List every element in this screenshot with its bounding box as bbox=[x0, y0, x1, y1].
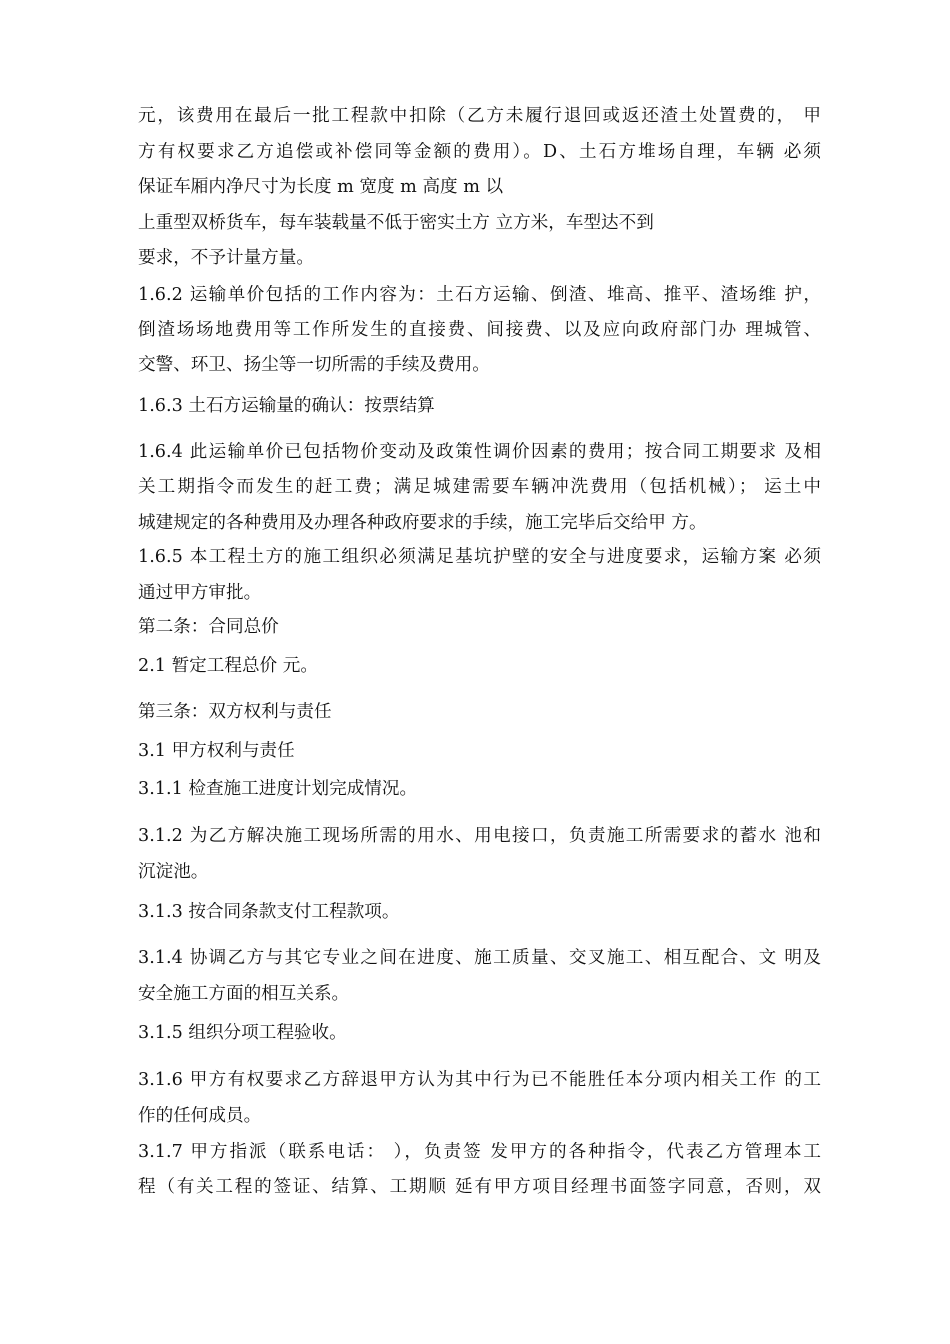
text-line: 方有权要求乙方追偿或补偿同等金额的费用）。D、土石方堆场自理，车辆 必须 bbox=[138, 142, 821, 162]
text-line: 3.1.6 甲方有权要求乙方辞退甲方认为其中行为已不能胜任本分项内相关工作 的工 bbox=[138, 1070, 821, 1090]
text-line: 沉淀池。 bbox=[138, 862, 209, 882]
text-line: 3.1.1 检查施工进度计划完成情况。 bbox=[138, 779, 418, 799]
text-line: 要求，不予计量方量。 bbox=[138, 248, 314, 268]
section-heading: 第三条：双方权利与责任 bbox=[138, 702, 332, 722]
text-line: 通过甲方审批。 bbox=[138, 583, 262, 603]
text-line: 程（有关工程的签证、结算、工期顺 延有甲方项目经理书面签字同意，否则，双 bbox=[138, 1177, 821, 1197]
text-line: 城建规定的各种费用及办理各种政府要求的手续，施工完毕后交给甲 方。 bbox=[138, 513, 707, 533]
text-line: 作的任何成员。 bbox=[138, 1106, 262, 1126]
text-line: 1.6.5 本工程土方的施工组织必须满足基坑护壁的安全与进度要求，运输方案 必须 bbox=[138, 547, 821, 567]
text-line: 3.1.2 为乙方解决施工现场所需的用水、用电接口，负责施工所需要求的蓄水 池和 bbox=[138, 826, 821, 846]
text-line: 保证车厢内净尺寸为长度 m 宽度 m 高度 m 以 bbox=[138, 177, 504, 197]
text-line: 上重型双桥货车，每车装载量不低于密实土方 立方米，车型达不到 bbox=[138, 213, 654, 233]
text-line: 3.1.4 协调乙方与其它专业之间在进度、施工质量、交叉施工、相互配合、文 明及 bbox=[138, 948, 821, 968]
text-line: 3.1.3 按合同条款支付工程款项。 bbox=[138, 902, 400, 922]
text-line: 安全施工方面的相互关系。 bbox=[138, 984, 350, 1004]
section-heading: 第二条：合同总价 bbox=[138, 617, 279, 637]
text-line: 3.1.7 甲方指派（联系电话： ），负责签 发甲方的各种指令，代表乙方管理本工 bbox=[138, 1142, 821, 1162]
text-line: 1.6.3 土石方运输量的确认：按票结算 bbox=[138, 396, 435, 416]
text-line: 关工期指令而发生的赶工费；满足城建需要车辆冲洗费用（包括机械）； 运土中 bbox=[138, 477, 821, 497]
subsection-heading: 3.1 甲方权利与责任 bbox=[138, 741, 295, 761]
text-line: 1.6.4 此运输单价已包括物价变动及政策性调价因素的费用；按合同工期要求 及相 bbox=[138, 442, 821, 462]
text-line: 交警、环卫、扬尘等一切所需的手续及费用。 bbox=[138, 355, 490, 375]
text-line: 1.6.2 运输单价包括的工作内容为：土石方运输、倒渣、堆高、推平、渣场维 护， bbox=[138, 285, 821, 305]
text-line: 3.1.5 组织分项工程验收。 bbox=[138, 1023, 347, 1043]
text-line: 2.1 暂定工程总价 元。 bbox=[138, 656, 318, 676]
text-line: 元，该费用在最后一批工程款中扣除（乙方未履行退回或返还渣土处置费的， 甲 bbox=[138, 106, 821, 126]
text-line: 倒渣场场地费用等工作所发生的直接费、间接费、以及应向政府部门办 理城管、 bbox=[138, 320, 821, 340]
